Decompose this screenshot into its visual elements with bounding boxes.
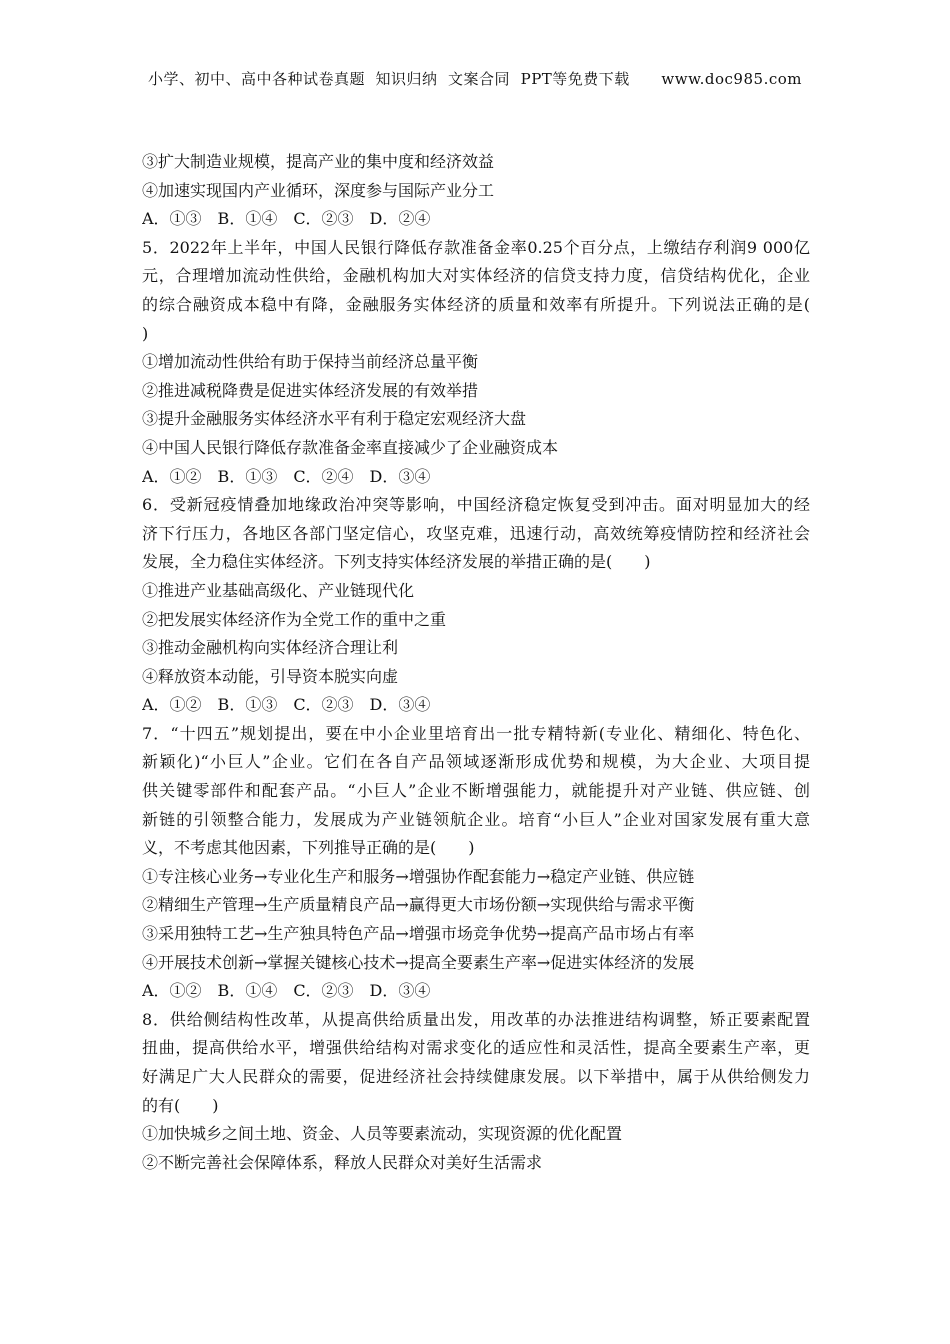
text-line: A．①② B．①③ C．②④ D．③④ <box>142 466 431 486</box>
text-line: ②不断完善社会保障体系，释放人民群众对美好生活需求 <box>142 1152 543 1172</box>
text-line: 好满足广大人民群众的需要，促进经济社会持续健康发展。以下举措中，属于从供给侧发力 <box>142 1067 810 1086</box>
text-line: 7．“十四五”规划提出，要在中小企业里培育出一批专精特新(专业化、精细化、特色化、 <box>142 723 810 743</box>
text-line: 的综合融资成本稳中有降，金融服务实体经济的质量和效率有所提升。下列说法正确的是( <box>142 294 810 314</box>
text-line: 义，不考虑其他因素，下列推导正确的是( ) <box>142 838 475 858</box>
text-line: 元，合理增加流动性供给，金融机构加大对实体经济的信贷支持力度，信贷结构优化，企业 <box>142 266 810 286</box>
text-line: A．①② B．①④ C．②③ D．③④ <box>142 981 431 1001</box>
text-line: 供关键零部件和配套产品。“小巨人”企业不断增强能力，就能提升对产业链、供应链、创 <box>142 781 810 801</box>
text-line: ③推动金融机构向实体经济合理让利 <box>142 638 399 658</box>
page-header: 小学、初中、高中各种试卷真题 知识归纳 文案合同 PPT等免费下载 www.doc985.com <box>147 70 802 88</box>
text-line: 扭曲，提高供给水平，增强供给结构对需求变化的适应性和灵活性，提高全要素生产率，更 <box>142 1038 810 1058</box>
text-line: ①专注核心业务→专业化生产和服务→增强协作配套能力→稳定产业链、供应链 <box>142 866 695 886</box>
text-line: 6．受新冠疫情叠加地缘政治冲突等影响，中国经济稳定恢复受到冲击。面对明显加大的经 <box>142 495 810 515</box>
text-line: ①增加流动性供给有助于保持当前经济总量平衡 <box>142 352 479 372</box>
text-line: 8．供给侧结构性改革，从提高供给质量出发，用改革的办法推进结构调整，矫正要素配置 <box>142 1009 810 1029</box>
text-line: A．①② B．①③ C．②③ D．③④ <box>142 695 431 715</box>
text-line: 的有( ) <box>142 1095 219 1115</box>
text-line: ③采用独特工艺→生产独具特色产品→增强市场竞争优势→提高产品市场占有率 <box>142 924 695 944</box>
text-line: ①加快城乡之间土地、资金、人员等要素流动，实现资源的优化配置 <box>142 1124 623 1144</box>
text-line: ④开展技术创新→掌握关键核心技术→提高全要素生产率→促进实体经济的发展 <box>142 952 695 972</box>
text-line: ④中国人民银行降低存款准备金率直接减少了企业融资成本 <box>142 437 559 457</box>
text-line: ②推进减税降费是促进实体经济发展的有效举措 <box>142 380 479 400</box>
text-line: 济下行压力，各地区各部门坚定信心，攻坚克难，迅速行动，高效统筹疫情防控和经济社会 <box>142 523 810 543</box>
text-line: A．①③ B．①④ C．②③ D．②④ <box>142 209 431 229</box>
text-line: ④释放资本动能，引导资本脱实向虚 <box>142 666 399 686</box>
text-line: 新颖化)“小巨人”企业。它们在各自产品领域逐渐形成优势和规模，为大企业、大项目提 <box>142 752 810 772</box>
text-line: ) <box>142 323 149 343</box>
document-body <box>142 148 810 1177</box>
text-line: ④加速实现国内产业循环，深度参与国际产业分工 <box>142 180 495 200</box>
text-line: ①推进产业基础高级化、产业链现代化 <box>142 580 415 600</box>
text-line: 发展，全力稳住实体经济。下列支持实体经济发展的举措正确的是( ) <box>142 552 651 572</box>
text-line: 新链的引领整合能力，发展成为产业链领航企业。培育“小巨人”企业对国家发展有重大意 <box>142 809 810 829</box>
text-line: ②把发展实体经济作为全党工作的重中之重 <box>142 609 447 629</box>
text-line: ③扩大制造业规模，提高产业的集中度和经济效益 <box>142 152 495 171</box>
text-line: 5．2022年上半年，中国人民银行降低存款准备金率0.25个百分点，上缴结存利润9 000亿 <box>142 237 810 257</box>
text-line: ②精细生产管理→生产质量精良产品→赢得更大市场份额→实现供给与需求平衡 <box>142 895 695 915</box>
text-line: ③提升金融服务实体经济水平有利于稳定宏观经济大盘 <box>142 409 527 429</box>
